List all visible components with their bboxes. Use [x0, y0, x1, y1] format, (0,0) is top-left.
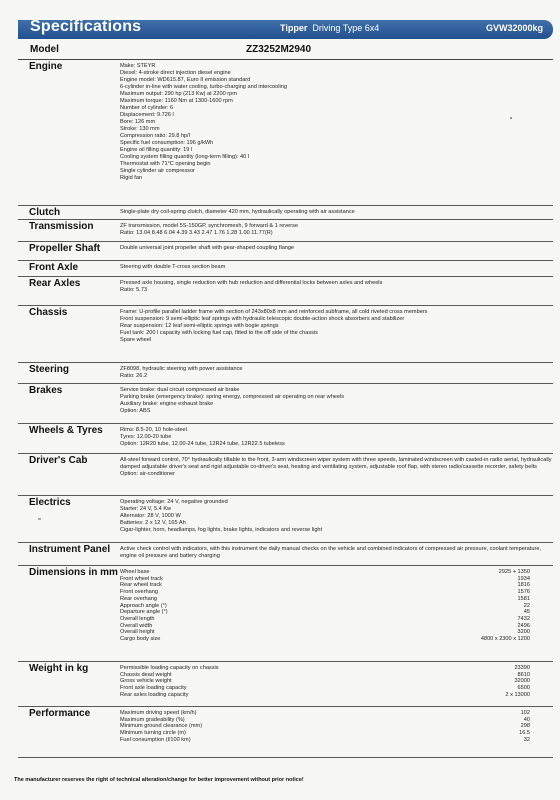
- spec-row: [120, 692, 530, 699]
- section-dimensions: [18, 566, 553, 662]
- spec-line: Thermostat with 71°C opening begin: [120, 161, 211, 167]
- spec-line: ZF8098, hydraulic steering with power assistance: [120, 366, 243, 372]
- spec-line: Diesel: 4-stroke direct injection diesel engine: [120, 70, 231, 76]
- spec-row: [120, 569, 530, 576]
- spec-line: Starter: 24 V, 5.4 Kw: [120, 506, 172, 512]
- spec-row-name: Rear overhang: [120, 595, 158, 602]
- spec-line: Compression ratio: 29.8 hp/l: [120, 133, 190, 139]
- drive-type: Driving Type 6x4: [312, 23, 380, 33]
- spec-line: Engine oil filling quantity: 19 l: [120, 147, 193, 153]
- spec-line: Ratio: 5.73: [120, 287, 148, 293]
- spec-row: [120, 589, 530, 596]
- spec-line: Spare wheel: [120, 337, 152, 343]
- spec-row-value: 23390: [514, 665, 530, 671]
- spec-row-value: 298: [520, 723, 530, 730]
- section-label: Rear Axles: [29, 278, 81, 289]
- spec-row-value: 1934: [517, 575, 530, 582]
- spec-line: Frame: U-profile parallel ladder frame with section of 243x80x8 mm and reinforced subframe, all cold riveted cross members: [120, 309, 428, 315]
- spec-line: Option: air-conditioner: [120, 471, 176, 477]
- section-label: Clutch: [29, 207, 61, 218]
- spec-row-name: Maximum gradeability (%): [120, 716, 185, 723]
- spec-line: Option: ABS: [120, 408, 151, 414]
- spec-sections: [18, 60, 553, 758]
- section-engine: [18, 60, 553, 206]
- vehicle-type: [280, 23, 379, 33]
- spec-row-value: 22: [523, 602, 530, 609]
- spec-row-name: Fuel consumption (l/100 km): [120, 736, 191, 743]
- spec-row: [120, 685, 530, 692]
- section-label: Electrics: [29, 497, 71, 508]
- section-content: [120, 63, 553, 182]
- spec-line: Maximum torque: 1160 Nm at 1300-1600 rpm: [120, 98, 233, 104]
- spec-line: 6-cylinder in-line with water cooling, turbo-charging and intercooling: [120, 84, 287, 90]
- spec-row-value: 2496: [517, 622, 530, 629]
- spec-line: Ratio: 13.04 8.48 6.04 4.39 3.43 2.47 1.76 1.28 1.00 11.77(R): [120, 230, 273, 236]
- spec-line: Maximum output: 290 hp (213 Kw) at 2200 rpm: [120, 91, 237, 97]
- spec-row-value: 6500: [517, 685, 530, 692]
- spec-header-bar: [18, 20, 553, 39]
- spec-line: Operating voltage: 24 V, negative grounded: [120, 499, 228, 505]
- spec-line: Active check control with indicators, with this instrument the daily manual checks on the vehicle and combined indicators of compressed air pressure, coolant temperature, engine oil pressure and battery charging: [120, 546, 541, 559]
- spec-row-value: 32: [523, 736, 530, 743]
- gvw-label: GVW32000kg: [485, 23, 543, 33]
- section-content: [120, 245, 553, 252]
- section-transmission: [18, 220, 553, 242]
- spec-row: [120, 710, 530, 717]
- spec-line: Stroke: 130 mm: [120, 126, 160, 132]
- section-content: [120, 665, 553, 699]
- section-content: [120, 569, 553, 643]
- spec-row-name: Minimum ground clearance (mm): [120, 723, 203, 730]
- section-content: [120, 499, 553, 534]
- spec-line: Make: STEYR: [120, 63, 156, 69]
- section-content: [120, 223, 553, 237]
- spec-row-value: 2 x 13000: [505, 691, 530, 698]
- section-content: [120, 457, 553, 478]
- section-content: [120, 546, 553, 560]
- vehicle-type-label: Tipper: [280, 23, 308, 33]
- spec-line: Rigid fan: [120, 175, 143, 181]
- spec-line: Service brake: dual circuit compressed air brake: [120, 387, 240, 393]
- section-label: Instrument Panel: [29, 544, 111, 555]
- section-content: [120, 366, 553, 380]
- spec-line: Front suspension: 9 semi-elliptic leaf springs with hydraulic telescopic double-action shock absorbers and stabilizer: [120, 316, 405, 322]
- spec-line: All-steel forward control, 70° hydraulically tiltable to the front, 3-arm windscreen wiper system with three speeds, laminated windscreen with casted-in radio aerial, hydraulically damped adjustable driver's seat and rigid adjustable co-driver's seat, heating and ventilating system, adjustable roof flap, with stereo radio/cassette recorder, safety belts: [120, 457, 552, 470]
- section-content: [120, 710, 553, 744]
- spec-line: Option: 12R20 tube, 12.00-24 tube, 12R24 tube, 12R22.5 tubeless: [120, 441, 285, 447]
- spec-row-name: Maximum driving speed (km/h): [120, 710, 197, 716]
- section-label: Performance: [29, 708, 91, 719]
- spec-row-name: Approach angle (°): [120, 602, 167, 609]
- section-rear-axles: [18, 277, 553, 306]
- spec-row-value: 40: [523, 716, 530, 723]
- spec-row: [120, 636, 530, 643]
- spec-row: [120, 609, 530, 616]
- spec-row: [120, 582, 530, 589]
- section-instrument: [18, 543, 553, 566]
- spec-line: Alternator: 28 V, 1000 W: [120, 513, 181, 519]
- spec-line: Tyres: 12.00-20 tube: [120, 434, 172, 440]
- section-label: Transmission: [29, 221, 94, 232]
- spec-row-value: 32000: [514, 678, 530, 685]
- spec-row-name: Front overhang: [120, 589, 158, 596]
- spec-row-value: 102: [520, 710, 530, 716]
- spec-row-value: 1816: [517, 582, 530, 589]
- spec-row-name: Overall width: [120, 622, 153, 629]
- footer-disclaimer: The manufacturer reserves the right of technical alteration/change for better improvement without prior notice!: [14, 777, 304, 783]
- spec-row-value: 8610: [517, 671, 530, 678]
- spec-row: [120, 672, 530, 679]
- spec-line: Rear suspension: 12 leaf semi-elliptic springs with bogie springs: [120, 323, 279, 329]
- section-content: [120, 427, 553, 448]
- section-front-axle: [18, 261, 553, 277]
- spec-line: Batteries: 2 x 12 V, 165 Ah: [120, 520, 186, 526]
- spec-row: [120, 629, 530, 636]
- spec-row-name: Rear wheel track: [120, 582, 162, 589]
- spec-line: Bore: 126 mm: [120, 119, 156, 125]
- spec-row: [120, 596, 530, 603]
- spec-line: Number of cylinder: 6: [120, 105, 174, 111]
- spec-row-value: 7432: [517, 615, 530, 622]
- spec-row: [120, 730, 530, 737]
- section-label: Steering: [29, 364, 70, 375]
- model-value: ZZ3252M2940: [246, 44, 312, 55]
- section-performance: [18, 707, 553, 758]
- spec-row-name: Cargo body size: [120, 636, 161, 643]
- spec-row-name: Departure angle (°): [120, 609, 168, 616]
- spec-row-name: Gross vehicle weight: [120, 678, 172, 685]
- page-title: Specifications: [30, 18, 142, 35]
- spec-row-value: 2925 + 1350: [498, 569, 530, 575]
- section-brakes: [18, 384, 553, 424]
- spec-row-name: Overall height: [120, 629, 155, 636]
- section-electrics: [18, 496, 553, 543]
- spec-line: Auxiliary brake: engine exhaust brake: [120, 401, 214, 407]
- spec-row: [120, 665, 530, 672]
- spec-line: Cigar-lighter, horn, headlamps, fog lights, brake lights, indicators and reverse light: [120, 527, 323, 533]
- section-label: Chassis: [29, 307, 68, 318]
- section-cab: [18, 454, 553, 496]
- spec-line: Parking brake (emergency brake): spring energy, compressed air operating on rear wheels: [120, 394, 345, 400]
- section-steering: [18, 363, 553, 384]
- section-label: Wheels & Tyres: [29, 425, 103, 436]
- section-weight: [18, 662, 553, 707]
- spec-line: Double universal joint propeller shaft with gear-shaped coupling flange: [120, 245, 295, 251]
- spec-row: [120, 737, 530, 744]
- spec-row-value: 1576: [517, 589, 530, 596]
- spec-row-value: 1581: [517, 595, 530, 602]
- model-label: Model: [30, 44, 59, 55]
- model-row: [18, 43, 553, 60]
- spec-row: [120, 576, 530, 583]
- spec-row: [120, 678, 530, 685]
- spec-row-name: Rear axles loading capacity: [120, 691, 189, 698]
- spec-line: Cooling system filling quantity (long-term filling): 40 l: [120, 154, 250, 160]
- spec-line: Rims: 8.5-20, 10 hole-steel: [120, 427, 187, 433]
- section-content: [120, 264, 553, 271]
- section-chassis: [18, 306, 553, 363]
- spec-line: Specific fuel consumption: 196 g/kWh: [120, 140, 214, 146]
- spec-row-name: Minimum turning circle (m): [120, 730, 186, 737]
- section-content: [120, 387, 553, 415]
- spec-row: [120, 723, 530, 730]
- section-label: Dimensions in mm: [29, 567, 118, 578]
- section-propeller: [18, 242, 553, 261]
- spec-row-name: Front axle loading capacity: [120, 685, 187, 692]
- spec-row-value: 3200: [517, 629, 530, 636]
- spec-line: Single-plate dry coil-spring clutch, diameter 420 mm, hydraulically operating with air assistance: [120, 209, 355, 215]
- spec-row-name: Wheel base: [120, 569, 150, 575]
- spec-row-value: 45: [523, 609, 530, 616]
- section-label: Driver's Cab: [29, 455, 88, 466]
- section-clutch: [18, 206, 553, 220]
- section-content: [120, 209, 553, 216]
- section-content: [120, 280, 553, 294]
- spec-row: [120, 717, 530, 724]
- spec-line: Displacement: 9.726 l: [120, 112, 174, 118]
- spec-row-name: Permissible loading capacity on chassis: [120, 665, 219, 671]
- spec-row: [120, 616, 530, 623]
- section-label: Front Axle: [29, 262, 79, 273]
- spec-line: ZF transmission, model 5S-150GP, synchromesh, 9 forward & 1 reverse: [120, 223, 299, 229]
- section-label: Weight in kg: [29, 663, 89, 674]
- spec-line: Steering with double T-cross section beam: [120, 264, 226, 270]
- spec-line: Ratio: 26.2: [120, 373, 148, 379]
- section-label: Engine: [29, 61, 63, 72]
- spec-line: Engine model: WD615.87, Euro II emission standard: [120, 77, 251, 83]
- spec-row-name: Chassis dead weight: [120, 671, 172, 678]
- spec-line: Fuel tank: 200 l capacity with locking fuel cap, fitted to the off side of the chassis: [120, 330, 318, 336]
- spec-row-name: Front wheel track: [120, 575, 163, 582]
- spec-row-value: 16.5: [519, 730, 530, 737]
- spec-row: [120, 603, 530, 610]
- section-label: Propeller Shaft: [29, 243, 101, 254]
- spec-line: Pressed axle housing, single reduction with hub reduction and differential locks between axles and wheels: [120, 280, 383, 286]
- section-wheels: [18, 424, 553, 454]
- section-label: Brakes: [29, 385, 63, 396]
- section-content: [120, 309, 553, 344]
- spec-row-name: Overall length: [120, 615, 155, 622]
- spec-row: [120, 623, 530, 630]
- spec-line: Single cylinder air compressor: [120, 168, 195, 174]
- spec-row-value: 4800 x 2300 x 1200: [480, 636, 530, 643]
